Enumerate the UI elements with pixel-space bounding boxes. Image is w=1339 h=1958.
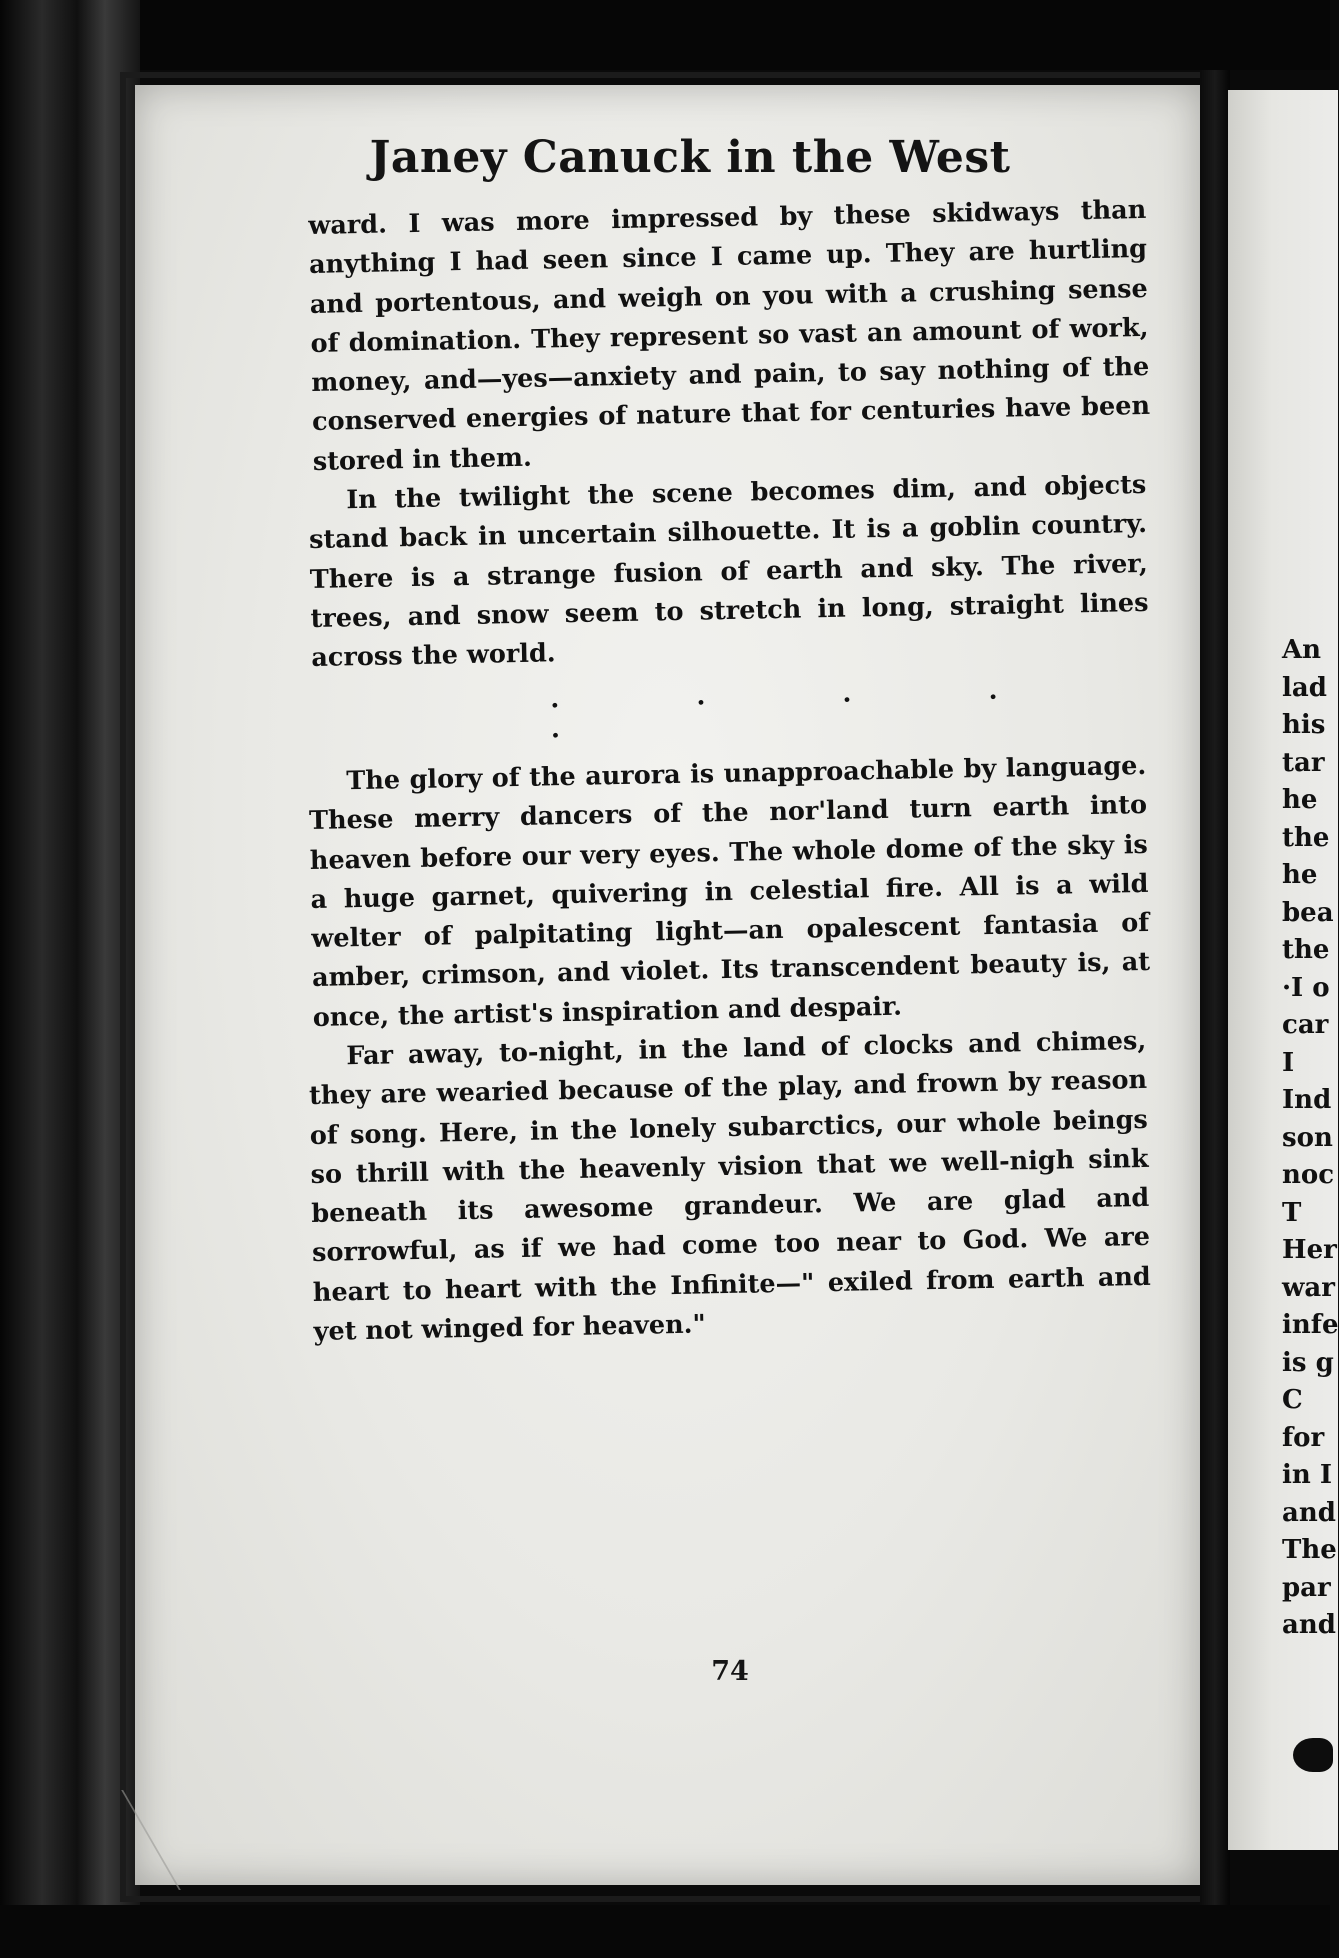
adjacent-page-line: tar <box>1282 747 1325 778</box>
adjacent-page-line: in I <box>1282 1460 1332 1490</box>
adjacent-page-line: noc <box>1282 1160 1335 1190</box>
scan-bottom-edge <box>0 1905 1330 1958</box>
adjacent-page-line: his <box>1282 710 1326 740</box>
adjacent-page-line: T <box>1282 1197 1302 1228</box>
adjacent-page-line: infe <box>1282 1310 1339 1340</box>
adjacent-page-ink-blot <box>1293 1738 1333 1772</box>
adjacent-page-line: An <box>1282 635 1322 665</box>
adjacent-page-line: car <box>1282 1010 1329 1040</box>
section-break-dots: . . . . . <box>549 674 1062 744</box>
adjacent-page-line: Ind <box>1282 1085 1332 1115</box>
page-body <box>308 194 1152 1352</box>
adjacent-page-line: he <box>1282 785 1318 815</box>
adjacent-page-line: ·I o <box>1282 972 1330 1003</box>
adjacent-page-line: The <box>1282 1535 1337 1565</box>
paragraph-skidways: ward. I was more impressed by these skidways than anything I had seen since I came up. They are hurtling and portentous, and weigh on you with a crushing sense of domination. They represent so vast an amount of work, money, and—yes—anxiety and pain, to say nothing of the conserved energies of nature that for centuries have been stored in them. <box>308 194 1151 477</box>
adjacent-page-line: I <box>1282 1047 1295 1078</box>
adjacent-page-line: son <box>1282 1122 1333 1153</box>
page-number: 74 <box>711 1656 749 1687</box>
adjacent-page-line: and <box>1282 1497 1336 1528</box>
paragraph-aurora: The glory of the aurora is unapproachable by language. These merry dancers of the nor'land turn earth into heaven before our very eyes. The whole dome of the sky is a huge garnet, quivering in celestial fire. All is a wild welter of palpitating light—an opalescent fantasia of amber, crimson, and violet. Its transcendent beauty is, at once, the artist's inspiration and despair. <box>308 750 1151 1033</box>
adjacent-page-line: the <box>1282 935 1330 965</box>
adjacent-page-line: he <box>1282 860 1318 890</box>
adjacent-page-line: for <box>1282 1422 1325 1453</box>
adjacent-page-text <box>1282 632 1339 1645</box>
running-head: Janey Canuck in the West <box>369 132 1011 183</box>
adjacent-page-line: C <box>1282 1385 1303 1415</box>
paragraph-far-away: Far away, to-night, in the land of clocks and chimes, they are wearied because of the play, and frown by reason of song. Here, in the lonely subarctics, our whole beings so thrill with the heavenly vision that we well-nigh sink beneath its awesome grandeur. We are glad and sorrowful, as if we had come too near to God. We are heart to heart with the Infinite—" exiled from earth and yet not winged for heaven." <box>308 1025 1152 1347</box>
adjacent-page-line: war <box>1282 1272 1335 1303</box>
adjacent-page-line: is g <box>1282 1347 1334 1378</box>
scan-top-edge <box>0 0 1330 70</box>
adjacent-page-line: lad <box>1282 672 1327 703</box>
paragraph-twilight: In the twilight the scene becomes dim, and objects stand back in uncertain silhouette. It is a goblin country. There is a strange fusion of earth and sky. The river, trees, and snow seem to stretch in long, straight lines across the world. <box>308 469 1149 674</box>
adjacent-page-line: the <box>1282 822 1330 853</box>
book-binding-edge <box>0 0 140 1958</box>
page-gutter <box>1200 70 1230 1910</box>
adjacent-page-line: and <box>1282 1610 1336 1640</box>
adjacent-page-line: bea <box>1282 897 1334 928</box>
adjacent-page-line: par <box>1282 1572 1331 1603</box>
adjacent-page-line: Her <box>1282 1235 1337 1265</box>
